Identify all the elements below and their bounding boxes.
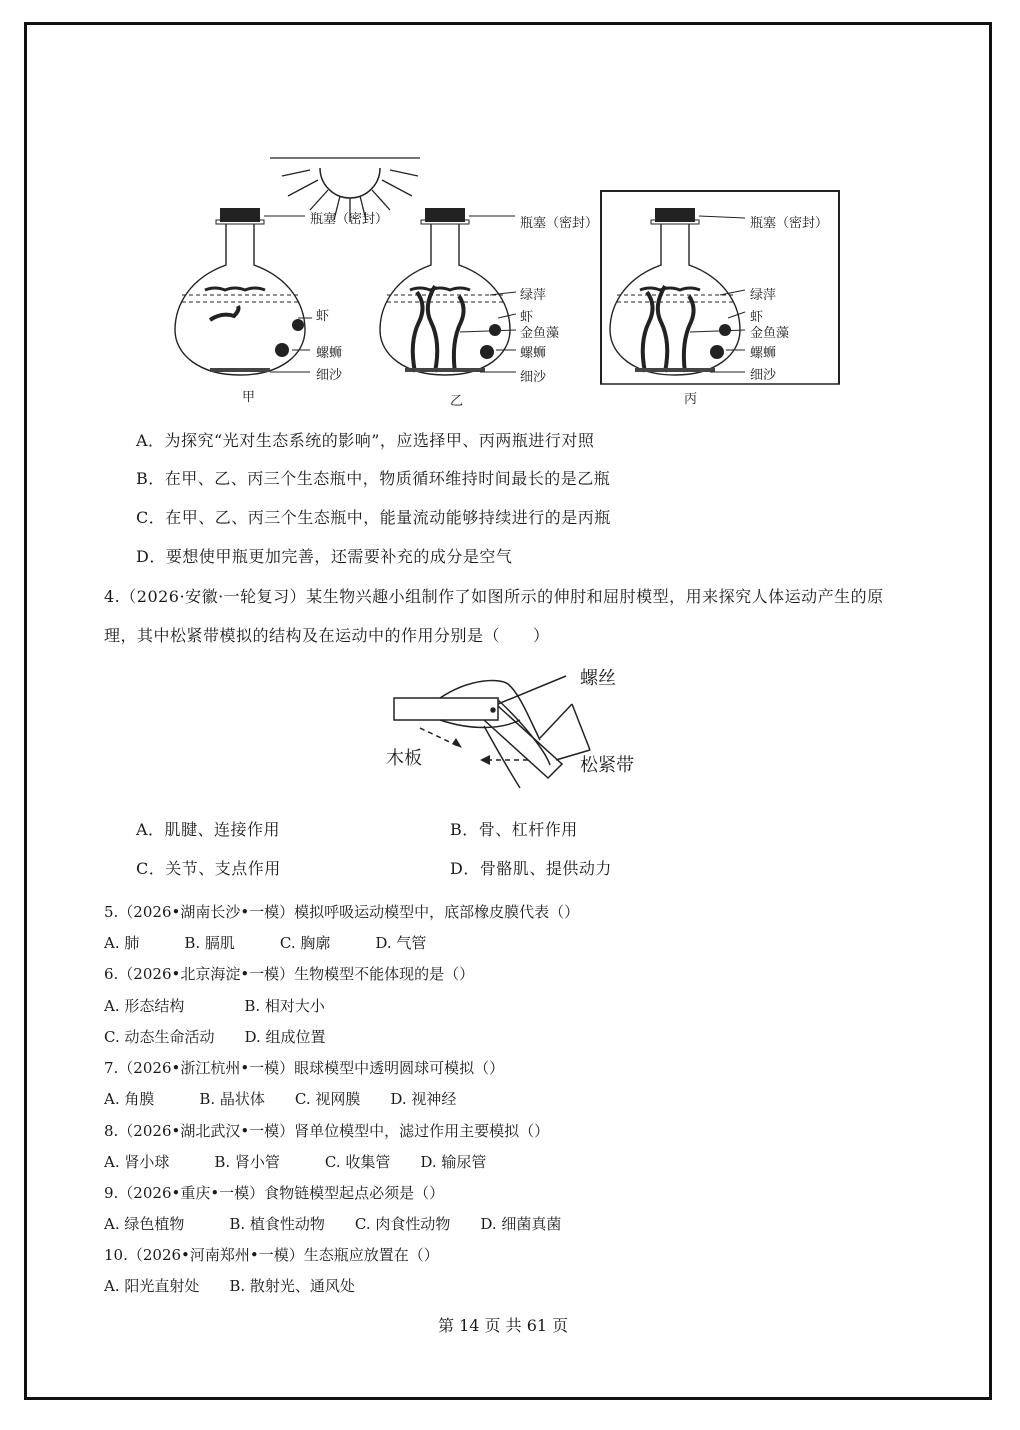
q9-options: A. 绿色植物 B. 植食性动物 C. 肉食性动物 D. 细菌真菌 [104,1215,562,1233]
q10-stem: 10.（2026•河南郑州•一模）生态瓶应放置在（） [104,1246,439,1264]
label-snail-jia: 螺蛳 [316,346,343,361]
q4-option-c: C．关节、支点作用 [136,859,281,878]
label-duckweed-yi: 绿萍 [520,288,547,303]
q3-option-c: C．在甲、乙、丙三个生态瓶中，能量流动能够持续进行的是丙瓶 [136,508,611,527]
q7-options: A. 角膜 B. 晶状体 C. 视网膜 D. 视神经 [104,1090,457,1108]
q8-stem: 8.（2026•湖北武汉•一模）肾单位模型中，滤过作用主要模拟（） [104,1122,550,1140]
label-sand-bing: 细沙 [750,368,777,383]
label-snail-yi: 螺蛳 [520,346,547,361]
label-shrimp-yi: 虾 [520,310,534,325]
q3-option-a: A．为探究“光对生态系统的影响”，应选择甲、丙两瓶进行对照 [136,431,595,450]
q5-stem: 5.（2026•湖南长沙•一模）模拟呼吸运动模型中，底部橡皮膜代表（） [104,903,580,921]
q4-option-a: A．肌腱、连接作用 [136,820,281,839]
q10-options: A. 阳光直射处 B. 散射光、通风处 [104,1277,355,1295]
label-elastic-band: 松紧带 [580,755,634,776]
label-duckweed-bing: 绿萍 [750,288,777,303]
q7-stem: 7.（2026•浙江杭州•一模）眼球模型中透明圆球可模拟（） [104,1059,505,1077]
label-snail-bing: 螺蛳 [750,346,777,361]
q8-options: A. 肾小球 B. 肾小管 C. 收集管 D. 输尿管 [104,1153,487,1171]
label-elodea-yi: 金鱼藻 [520,326,560,341]
q4-option-d: D．骨骼肌、提供动力 [450,859,612,878]
q4-option-b: B．骨、杠杆作用 [450,820,578,839]
q6-options-ab: A. 形态结构 B. 相对大小 [104,997,325,1015]
q4-stem-line2: 理，其中松紧带模拟的结构及在运动中的作用分别是（ ） [104,626,550,645]
q9-stem: 9.（2026•重庆•一模）食物链模型起点必须是（） [104,1184,445,1202]
q3-option-b: B．在甲、乙、丙三个生态瓶中，物质循环维持时间最长的是乙瓶 [136,469,611,488]
bottle-name-jia: 甲 [242,390,256,405]
q6-options-cd: C. 动态生命活动 D. 组成位置 [104,1028,326,1046]
label-stopper-yi: 瓶塞（密封） [520,216,599,231]
label-sand-yi: 细沙 [520,370,547,385]
q3-option-d: D．要想使甲瓶更加完善，还需要补充的成分是空气 [136,547,513,566]
label-stopper-bing: 瓶塞（密封） [750,216,829,231]
label-screw: 螺丝 [580,668,616,689]
label-elodea-bing: 金鱼藻 [750,326,790,341]
bottle-name-yi: 乙 [450,394,464,409]
label-stopper-jia: 瓶塞（密封） [310,212,389,227]
q5-options: A. 肺 B. 膈肌 C. 胸廓 D. 气管 [104,934,427,952]
q6-stem: 6.（2026•北京海淀•一模）生物模型不能体现的是（） [104,965,475,983]
page-footer: 第 14 页 共 61 页 [438,1316,569,1335]
label-shrimp-jia: 虾 [316,309,330,324]
label-sand-jia: 细沙 [316,368,343,383]
elbow-model-figure [380,660,660,800]
label-shrimp-bing: 虾 [750,310,764,325]
bottle-name-bing: 丙 [684,392,698,407]
label-board: 木板 [386,748,422,769]
q4-stem-line1: 4.（2026·安徽·一轮复习）某生物兴趣小组制作了如图所示的伸肘和屈肘模型，用来探究人体运动产生的原 [104,587,884,606]
